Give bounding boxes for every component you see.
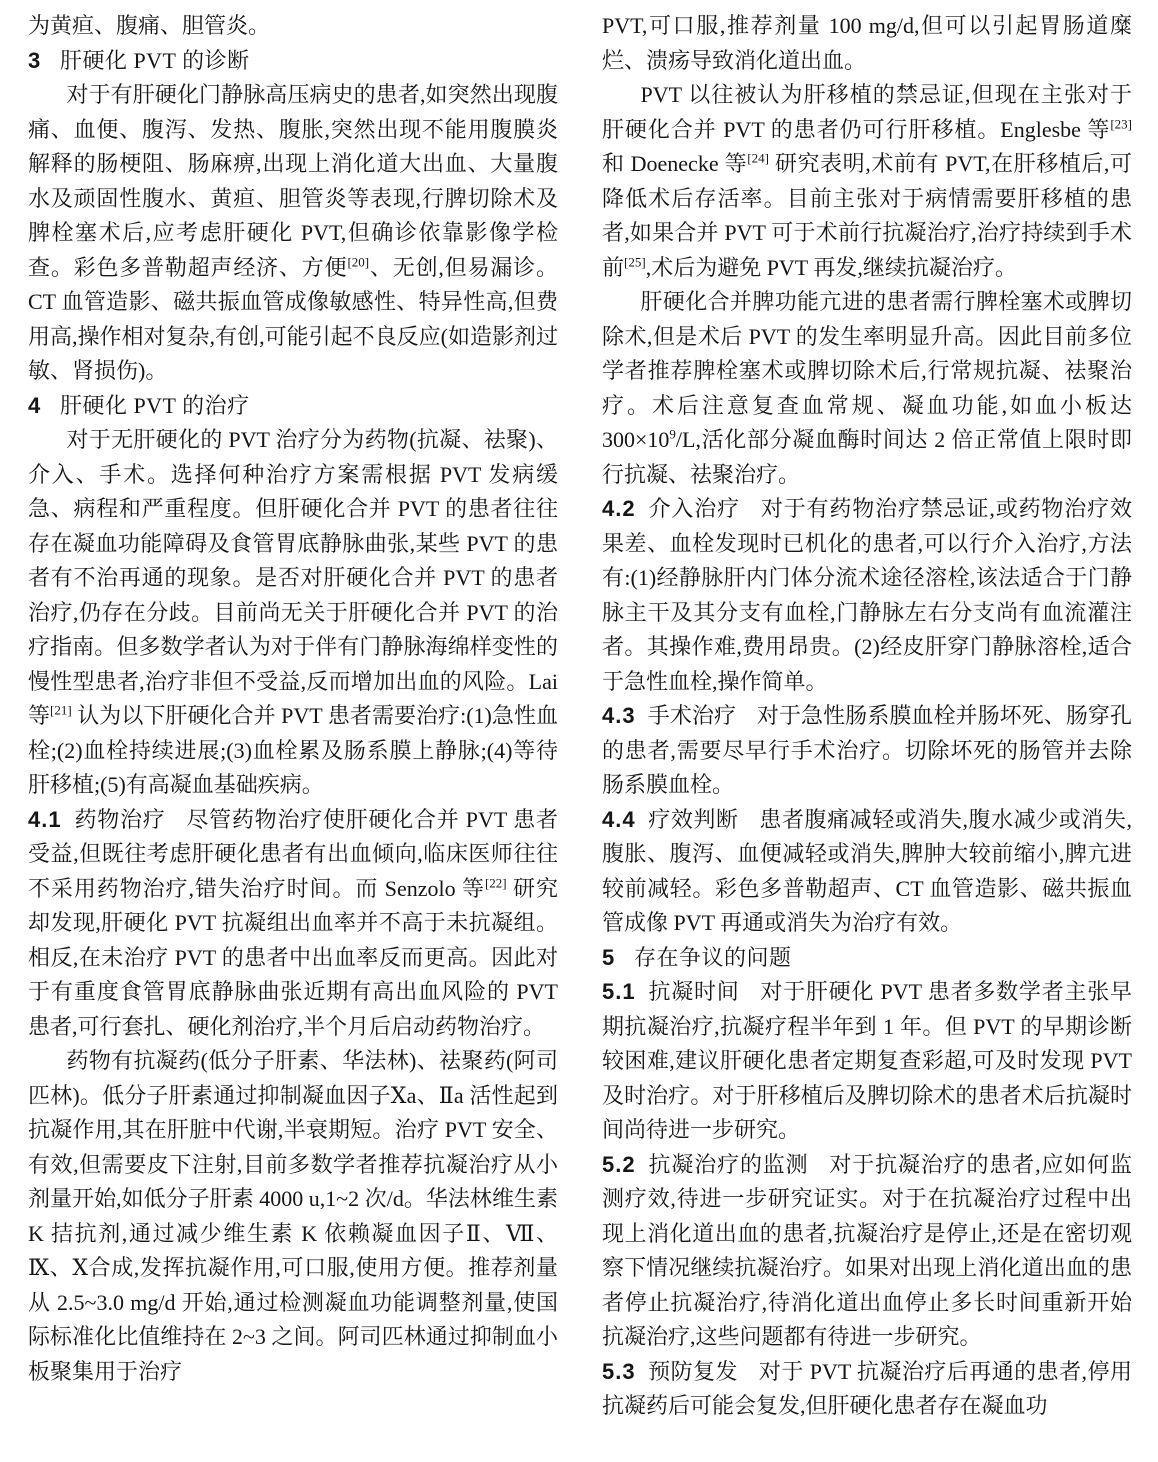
continuation-paragraph [28, 9, 558, 44]
section-heading [602, 941, 1132, 976]
text-run: PVT 以往被认为肝移植的禁忌证,但现在主张对于肝硬化合并 PVT 的患者仍可行肝移植。Englesbe 等 [602, 82, 1132, 142]
body-paragraph [602, 78, 1132, 285]
text-run: 药物有抗凝药(低分子肝素、华法林)、祛聚药(阿司匹林)。低分子肝素通过抑制凝血因子Ⅹa、Ⅱa 活性起到抗凝作用,其在肝脏中代谢,半衰期短。治疗 PVT 安全、有效,但需要皮下注射,目前多数学者推荐抗凝治疗从小剂量开始,如低分子肝素 4000 u,1~2 次/d。华法林维生素 K 拮抗剂,通过减少维生素 K 依赖凝血因子Ⅱ、Ⅶ、Ⅸ、Ⅹ合成,发挥抗凝作用,可口服,使用方便。推荐剂量从 2.5~3.0 mg/d 开始,通过检测凝血功能调整剂量,使国际标准化比值维持在 2~3 之间。阿司匹林通过抑制血小板聚集用于治疗 [28, 1048, 558, 1384]
section-number: 4 [28, 392, 42, 418]
text-run: ,术后为避免 PVT 再发,继续抗凝治疗。 [645, 254, 1017, 280]
text-run: 对于肝硬化 PVT 患者多数学者主张早期抗凝治疗,抗凝疗程半年到 1 年。但 PVT 的早期诊断较困难,建议肝硬化患者定期复查彩超,可及时发现 PVT 及时治疗。对于肝移植后及脾切除术的患者术后抗凝时间尚待进一步研究。 [602, 979, 1132, 1142]
text-run: 对于 PVT 抗凝治疗后再通的患者,停用抗凝药后可能会复发,但肝硬化患者存在凝血功 [602, 1358, 1132, 1418]
subsection-number: 5.1 [602, 979, 636, 1004]
superscript-reference: [22] [484, 875, 507, 891]
text-run: 肝硬化合并脾功能亢进的患者需行脾栓塞术或脾切除术,但是术后 PVT 的发生率明显升高。因此目前多位学者推荐脾栓塞术或脾切除术后,行常规抗凝、祛聚治疗。术后注意复查血常规、凝血功能,如血小板达 300×10 [602, 289, 1132, 452]
text-run: 、无创,但易漏诊。CT 血管造影、磁共振血管成像敏感性、特异性高,但费用高,操作相对复杂,有创,可能引起不良反应(如造影剂过敏、肾损伤)。 [28, 254, 558, 383]
body-paragraph [28, 78, 558, 389]
subsection-label: 抗凝时间 [647, 979, 740, 1004]
superscript-reference: 9 [669, 426, 676, 442]
body-paragraph [28, 423, 558, 803]
text-run: 对于无肝硬化的 PVT 治疗分为药物(抗凝、祛聚)、介入、手术。选择何种治疗方案需根据 PVT 发病缓急、病程和严重程度。但肝硬化合并 PVT 的患者往往存在凝血功能障碍及食管胃底静脉曲张,某些 PVT 的患者有不治再通的现象。是否对肝硬化合并 PVT 的患者治疗,仍存在分歧。目前尚无关于肝硬化合并 PVT 的治疗指南。但多数学者认为对于伴有门静脉海绵样变性的慢性型患者,治疗非但不受益,反而增加出血的风险。Lai 等 [28, 427, 558, 728]
section-title: 肝硬化 PVT 的治疗 [59, 392, 250, 418]
labeled-paragraph [602, 492, 1132, 699]
subsection-number: 4.3 [602, 703, 636, 728]
superscript-reference: [24] [747, 150, 769, 166]
labeled-paragraph [28, 803, 558, 1045]
superscript-reference: [21] [50, 702, 72, 718]
subsection-label: 抗凝治疗的监测 [647, 1151, 809, 1177]
continuation-paragraph [602, 9, 1132, 78]
section-number: 3 [28, 47, 42, 73]
labeled-paragraph [602, 699, 1132, 803]
labeled-paragraph [602, 1355, 1132, 1424]
subsection-label: 疗效判断 [647, 806, 739, 832]
right-column [602, 9, 1132, 1462]
subsection-number: 5.3 [602, 1358, 636, 1384]
labeled-paragraph [602, 1148, 1132, 1355]
left-column [28, 9, 558, 1462]
subsection-label: 手术治疗 [647, 703, 737, 728]
superscript-reference: [23] [1110, 116, 1132, 132]
section-heading [28, 44, 558, 79]
text-run: 尽管药物治疗使肝硬化合并 PVT 患者受益,但既往考虑肝硬化患者有出血倾向,临床医师往往不采用药物治疗,错失治疗时间。而 Senzolo 等 [28, 806, 558, 901]
subsection-label: 介入治疗 [647, 496, 740, 521]
subsection-label: 预防复发 [647, 1358, 739, 1384]
subsection-label: 药物治疗 [73, 806, 166, 832]
subsection-number: 4.1 [28, 806, 62, 832]
section-number: 5 [602, 944, 616, 970]
subsection-number: 4.4 [602, 806, 636, 832]
text-run: 研究表明,术前有 PVT,在肝移植后,可降低术后存活率。目前主张对于病情需要肝移植的患者,如果合并 PVT 可于术前行抗凝治疗,治疗持续到手术前 [602, 151, 1132, 280]
text-run: 和 Doenecke 等 [602, 151, 748, 176]
section-title: 存在争议的问题 [633, 944, 792, 970]
subsection-number: 5.2 [602, 1151, 636, 1177]
section-title: 肝硬化 PVT 的诊断 [59, 47, 250, 73]
superscript-reference: [20] [347, 254, 370, 270]
text-run: /L,活化部分凝血酶时间达 2 倍正常值上限时即行抗凝、祛聚治疗。 [602, 427, 1132, 487]
text-run: 研究却发现,肝硬化 PVT 抗凝组出血率并不高于未抗凝组。相反,在未治疗 PVT 的患者中出血率反而更高。因此对于有重度食管胃底静脉曲张近期有高出血风险的 PVT 患者,可行套扎、硬化剂治疗,半个月后启动药物治疗。 [28, 875, 558, 1039]
text-run: 对于抗凝治疗的患者,应如何监测疗效,待进一步研究证实。对于在抗凝治疗过程中出现上消化道出血的患者,抗凝治疗是停止,还是在密切观察下情况继续抗凝治疗。如果对出现上消化道出血的患者停止抗凝治疗,待消化道出血停止多长时间重新开始抗凝治疗,这些问题都有待进一步研究。 [602, 1151, 1132, 1349]
text-run: 对于有药物治疗禁忌证,或药物治疗效果差、血栓发现时已机化的患者,可以行介入治疗,方法有:(1)经静脉肝内门体分流术途径溶栓,该法适合于门静脉主干及其分支有血栓,门静脉左右分支尚有血流灌注者。其操作难,费用昂贵。(2)经皮肝穿门静脉溶栓,适合于急性血栓,操作简单。 [602, 496, 1132, 694]
text-run: PVT,可口服,推荐剂量 100 mg/d,但可以引起胃肠道糜烂、溃疡导致消化道出血。 [602, 13, 1132, 73]
text-run: 患者腹痛减轻或消失,腹水减少或消失,腹胀、腹泻、血便减轻或消失,脾肿大较前缩小,脾亢进较前减轻。彩色多普勒超声、CT 血管造影、磁共振血管成像 PVT 再通或消失为治疗有效。 [602, 806, 1132, 935]
section-heading [28, 389, 558, 424]
text-run: 对于急性肠系膜血栓并肠坏死、肠穿孔的患者,需要尽早行手术治疗。切除坏死的肠管并去除肠系膜血栓。 [602, 703, 1132, 797]
text-run: 为黄疸、腹痛、胆管炎。 [28, 13, 271, 38]
superscript-reference: [25] [624, 254, 646, 270]
text-run: 认为以下肝硬化合并 PVT 患者需要治疗:(1)急性血栓;(2)血栓持续进展;(3)血栓累及肠系膜上静脉;(4)等待肝移植;(5)有高凝血基础疾病。 [28, 703, 558, 797]
body-paragraph [28, 1044, 558, 1389]
labeled-paragraph [602, 975, 1132, 1148]
body-paragraph [602, 285, 1132, 492]
subsection-number: 4.2 [602, 496, 636, 521]
text-run: 对于有肝硬化门静脉高压病史的患者,如突然出现腹痛、血便、腹泻、发热、腹胀,突然出现不能用腹膜炎解释的肠梗阻、肠麻痹,出现上消化道大出血、大量腹水及顽固性腹水、黄疸、胆管炎等表现,行脾切除术及脾栓塞术后,应考虑肝硬化 PVT,但确诊依靠影像学检查。彩色多普勒超声经济、方便 [28, 82, 558, 280]
labeled-paragraph [602, 803, 1132, 941]
